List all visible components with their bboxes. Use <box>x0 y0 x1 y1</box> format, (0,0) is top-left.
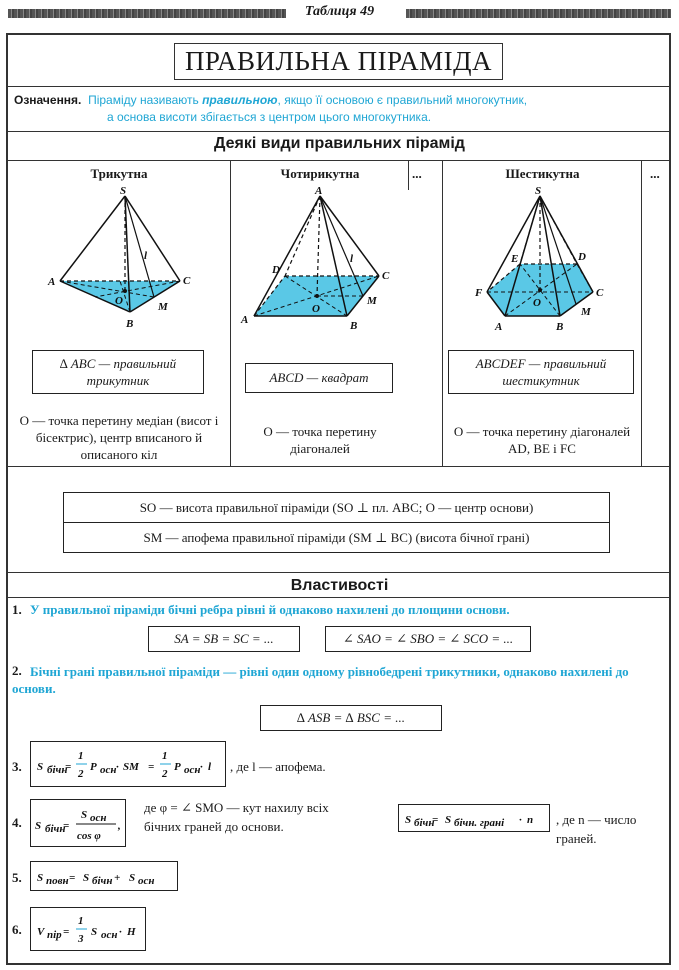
svg-text:осн: осн <box>184 764 201 776</box>
svg-text:l: l <box>144 250 148 262</box>
prop1-formula-edges: SA = SB = SC = ... <box>148 626 300 652</box>
column-divider <box>442 160 443 466</box>
hexagonal-pyramid-diagram <box>465 184 635 334</box>
svg-text:осн: осн <box>138 875 155 887</box>
svg-text:бічн: бічн <box>92 875 113 887</box>
svg-text:n: n <box>527 814 534 826</box>
svg-text:S: S <box>129 872 136 884</box>
column-divider <box>408 160 409 190</box>
prop6-formula <box>30 907 146 951</box>
center-note-quadrangular: O — точка перетину діагоналей <box>263 424 377 456</box>
prop3-formula <box>30 741 226 787</box>
col-title-triangular: Трикутна <box>90 166 148 181</box>
prop2-text: Бічні грані правильної піраміди — рівні один одному рівнобедрені трикутники, однаково нахилені до основи. <box>12 664 629 696</box>
svg-text:S: S <box>81 809 88 821</box>
lateral-area-formula-2 <box>32 801 124 845</box>
definition-emph: правильною <box>202 93 278 107</box>
svg-text:=: = <box>63 820 70 832</box>
svg-text:=: = <box>63 926 70 938</box>
svg-text:бічн: бічн <box>45 823 66 835</box>
svg-text:B: B <box>556 321 564 333</box>
svg-text:C: C <box>183 275 191 287</box>
svg-text:осн: осн <box>90 812 107 824</box>
svg-text:1: 1 <box>78 915 84 927</box>
column-divider <box>641 160 642 466</box>
types-heading: Деякі види правильних пірамід <box>214 135 465 152</box>
svg-text:A: A <box>48 276 56 288</box>
prop2-formula: ∆ ASB = ∆ BSC = ... <box>260 705 442 731</box>
properties-heading: Властивості <box>290 577 389 594</box>
col-title-hexagonal: Шестикутна <box>505 166 580 181</box>
svg-text:H: H <box>127 926 136 938</box>
divider <box>7 597 670 598</box>
svg-text:бічн: бічн <box>414 817 435 829</box>
center-note-triangular: O — точка перетину медіан (висот і бісектрис), центр вписаного й описаного кіл <box>19 413 219 462</box>
svg-text:C: C <box>596 287 604 299</box>
divider <box>7 86 670 87</box>
ellipsis: ... <box>650 166 660 181</box>
svg-text:S: S <box>120 185 127 197</box>
svg-text:F: F <box>475 287 483 299</box>
svg-text:бічн. грані: бічн. грані <box>454 817 505 829</box>
header-decor-right <box>406 9 671 18</box>
svg-text:S: S <box>445 814 452 826</box>
divider <box>7 160 670 161</box>
prop4-number: 4. <box>12 815 22 830</box>
height-definition: SO — висота правильної піраміди (SO ⊥ пл. ABC; O — центр основи) <box>64 493 609 523</box>
quadrangular-pyramid-diagram <box>240 184 405 334</box>
svg-text:O: O <box>312 303 320 315</box>
definition-part2: , якщо її основою є правильний многокутник, <box>277 93 528 107</box>
svg-text:A: A <box>241 314 249 326</box>
table-label: Таблиця 49 <box>304 4 375 19</box>
triangular-pyramid-diagram <box>40 184 215 334</box>
svg-text:D: D <box>578 251 586 263</box>
svg-text:O: O <box>115 295 123 307</box>
svg-text:M: M <box>581 306 591 318</box>
svg-text:1: 1 <box>162 750 168 762</box>
prop4-note: де φ = ∠ SMO — кут нахилу всіх бічних граней до основи. <box>144 800 329 834</box>
prop4-note2: , де n — число граней. <box>556 812 637 846</box>
svg-text:A: A <box>315 185 323 197</box>
base-box-quadrangular: ABCD — квадрат <box>245 363 393 393</box>
svg-text:P: P <box>174 761 181 773</box>
prop1-number: 1. <box>12 602 22 617</box>
svg-text:=: = <box>69 872 76 884</box>
svg-text:C: C <box>382 270 390 282</box>
page-title: ПРАВИЛЬНА ПІРАМІДА <box>174 43 503 80</box>
svg-text:P: P <box>90 761 97 773</box>
svg-text:A: A <box>495 321 503 333</box>
column-divider <box>230 160 231 466</box>
base-box-triangular: ∆ ABC — правильний трикутник <box>32 350 204 394</box>
svg-text:S: S <box>91 926 98 938</box>
definitions-box <box>63 492 610 553</box>
svg-text:V: V <box>37 926 45 938</box>
ellipsis: ... <box>412 166 422 181</box>
title-band <box>8 36 669 86</box>
svg-text:·: · <box>119 926 122 938</box>
prop4-formula-faces <box>398 804 550 832</box>
prop6-number: 6. <box>12 922 22 937</box>
volume-formula <box>33 909 143 949</box>
prop3-number: 3. <box>12 759 22 774</box>
base-box-hexagonal: ABCDEF — правильний шестикутник <box>448 350 634 394</box>
divider <box>7 572 670 573</box>
svg-text:+: + <box>114 872 121 884</box>
svg-text:бічн: бічн <box>47 764 68 776</box>
definition-line2: а основа висоти збігається з центром цього многокутника. <box>107 110 432 124</box>
svg-text:S: S <box>83 872 90 884</box>
svg-text:D: D <box>272 264 280 276</box>
svg-text:2: 2 <box>78 768 84 780</box>
prop1-text: У правильної піраміди бічні ребра рівні й однаково нахилені до площини основи. <box>30 602 510 617</box>
svg-text:E: E <box>511 253 519 265</box>
prop4-formula-cos <box>30 799 126 847</box>
prop2-number: 2. <box>12 663 22 678</box>
svg-text:,: , <box>118 820 121 832</box>
svg-text:M: M <box>158 301 168 313</box>
svg-text:S: S <box>405 814 412 826</box>
svg-text:S: S <box>37 872 44 884</box>
definition-part1: Піраміду називають <box>88 93 203 107</box>
divider <box>7 131 670 132</box>
definition-label: Означення. <box>14 93 82 107</box>
svg-text:S: S <box>535 185 542 197</box>
center-note-hexagonal: O — точка перетину діагоналей AD, BE і FC <box>453 424 631 456</box>
col-title-quadrangular: Чотирикутна <box>280 166 360 181</box>
prop5-number: 5. <box>12 870 22 885</box>
svg-text:3: 3 <box>78 933 84 945</box>
svg-text:S: S <box>37 761 44 773</box>
svg-text:·: · <box>519 814 522 826</box>
svg-text:B: B <box>350 320 358 332</box>
svg-text:осн: осн <box>100 764 117 776</box>
svg-text:M: M <box>367 295 377 307</box>
apothem-definition: SM — апофема правильної піраміди (SM ⊥ BC) (висота бічної грані) <box>143 530 530 545</box>
svg-text:=: = <box>148 761 155 773</box>
svg-text:повн: повн <box>46 875 69 887</box>
svg-text:пір: пір <box>47 929 62 941</box>
svg-text:S: S <box>35 820 42 832</box>
svg-text:2: 2 <box>162 768 168 780</box>
svg-text:·: · <box>200 761 203 773</box>
svg-text:осн: осн <box>101 929 118 941</box>
lateral-area-formula-3 <box>401 806 547 830</box>
svg-text:1: 1 <box>78 750 84 762</box>
svg-text:=: = <box>432 814 439 826</box>
prop5-formula <box>30 861 178 891</box>
lateral-area-formula-1 <box>33 743 223 785</box>
svg-text:·: · <box>116 761 119 773</box>
total-area-formula <box>33 863 175 889</box>
svg-text:SM: SM <box>123 761 139 773</box>
prop1-formula-angles: ∠ SAO = ∠ SBO = ∠ SCO = ... <box>325 626 531 652</box>
definition <box>14 92 664 126</box>
prop3-note: , де l — апофема. <box>230 759 326 774</box>
svg-text:cos φ: cos φ <box>77 830 101 842</box>
svg-text:O: O <box>533 297 541 309</box>
divider <box>7 466 670 467</box>
svg-text:B: B <box>126 318 134 330</box>
svg-text:l: l <box>208 761 212 773</box>
svg-text:=: = <box>65 761 72 773</box>
svg-text:l: l <box>350 253 354 265</box>
